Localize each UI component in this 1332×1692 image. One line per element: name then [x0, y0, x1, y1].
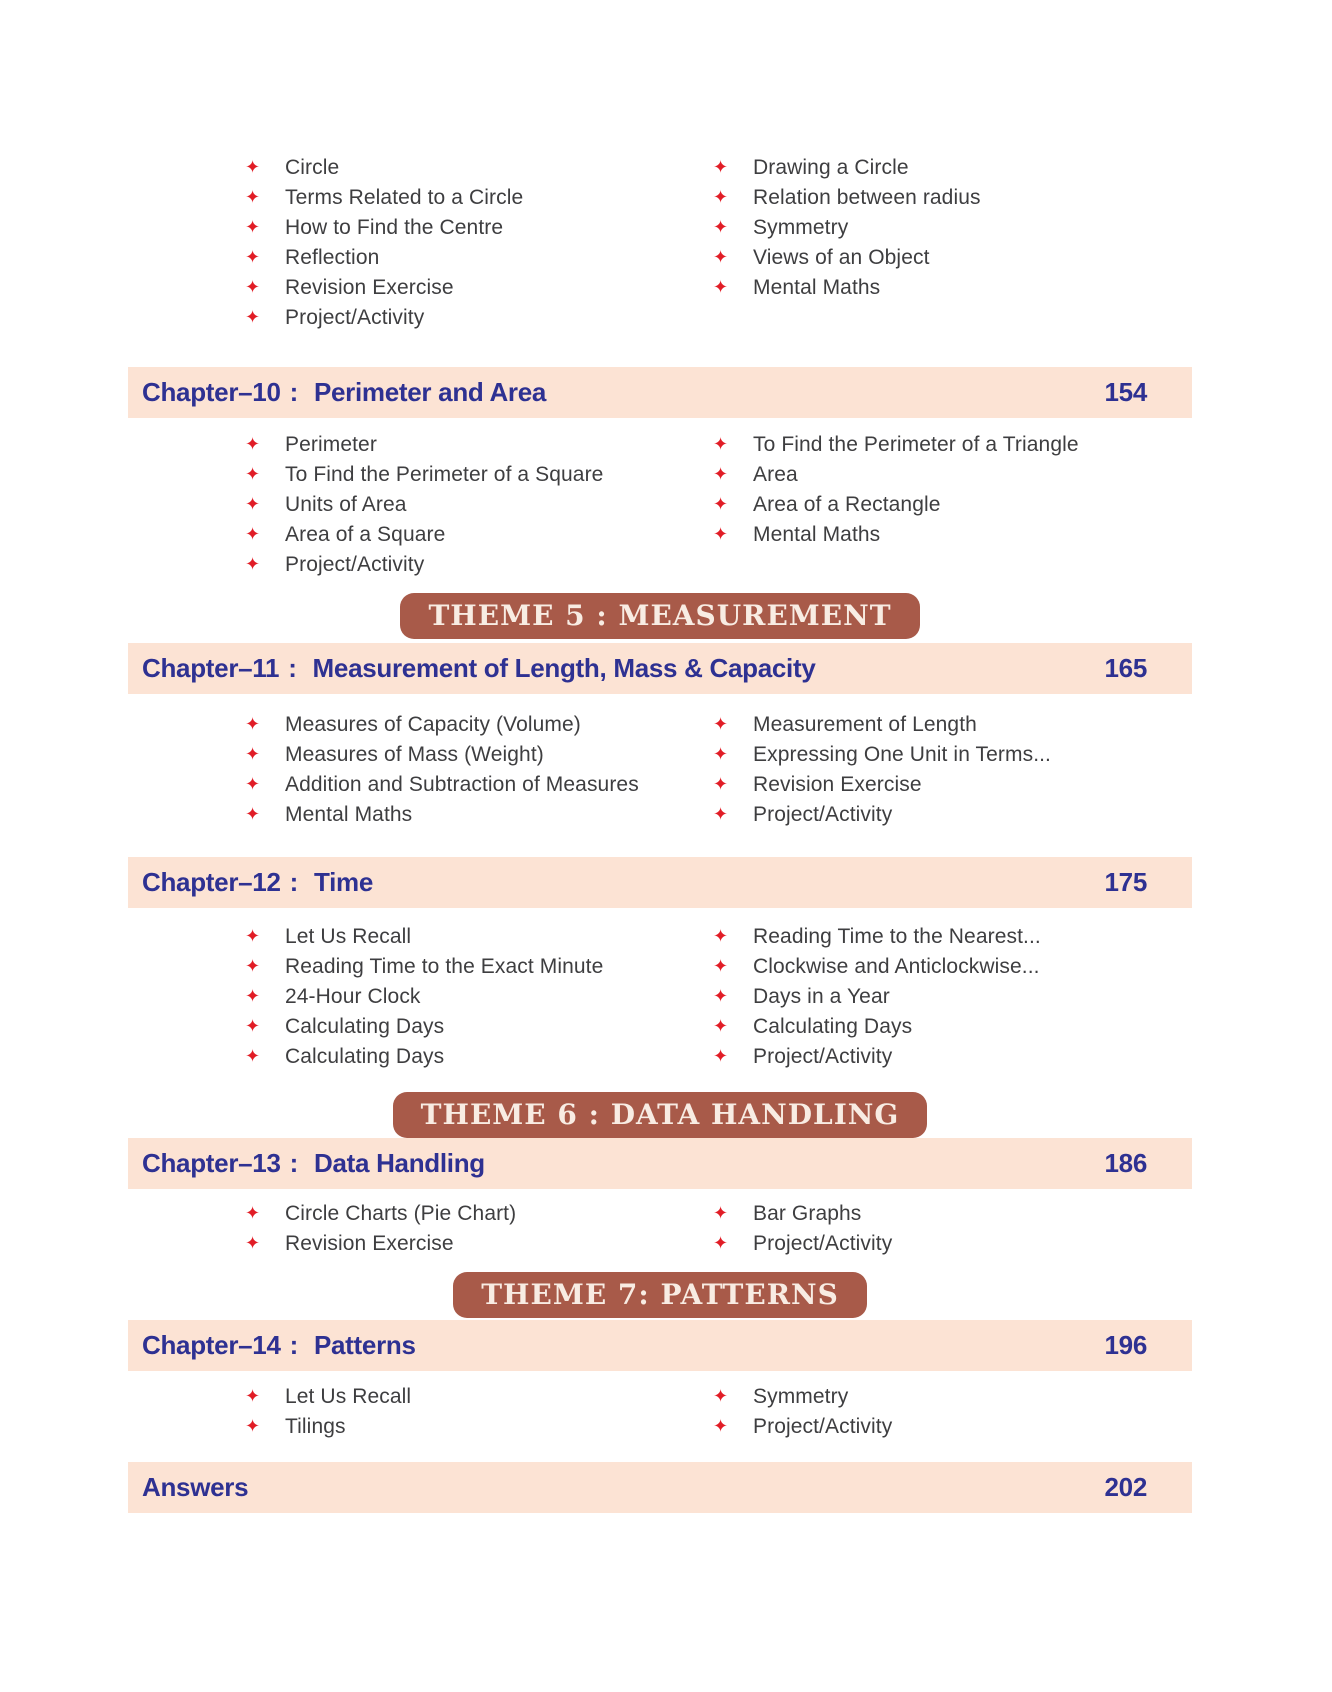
- star-bullet-icon: ✦: [713, 1203, 729, 1224]
- topic-item: [128, 243, 660, 273]
- theme-7-row: [128, 1272, 1192, 1318]
- star-bullet-icon: ✦: [713, 1046, 729, 1067]
- chapter-10-header: [128, 367, 1192, 418]
- topic-item: [128, 952, 660, 982]
- topic-label: Measurement of Length: [753, 713, 977, 736]
- topic-list-left: [128, 1382, 660, 1442]
- topic-label: Calculating Days: [753, 1015, 913, 1038]
- star-bullet-icon: ✦: [245, 307, 261, 328]
- chapter-14-topics: [128, 1382, 1192, 1442]
- topic-item: [128, 153, 660, 183]
- answers-row: [128, 1462, 1192, 1513]
- topic-list-right: [660, 430, 1192, 580]
- topic-label: To Find the Perimeter of a Square: [285, 463, 604, 486]
- topic-label: Calculating Days: [285, 1015, 445, 1038]
- chapter-heading: [142, 867, 373, 898]
- chapter-heading: [142, 1330, 416, 1361]
- star-bullet-icon: ✦: [245, 187, 261, 208]
- topic-item: [660, 520, 1192, 550]
- topic-label: Let Us Recall: [285, 925, 412, 948]
- chapter-colon: :: [289, 1148, 298, 1178]
- chapter-page-number: 175: [1104, 867, 1147, 897]
- topic-label: Addition and Subtraction of Measures: [285, 773, 639, 796]
- star-bullet-icon: ✦: [245, 434, 261, 455]
- topic-label: Revision Exercise: [753, 773, 922, 796]
- chapter-number: Chapter–14: [142, 1330, 281, 1360]
- chapter-title: Patterns: [313, 1330, 416, 1360]
- topic-label: To Find the Perimeter of a Triangle: [753, 433, 1079, 456]
- star-bullet-icon: ✦: [245, 1233, 261, 1254]
- topic-label: Area of a Rectangle: [753, 493, 941, 516]
- star-bullet-icon: ✦: [713, 744, 729, 765]
- chapter-12-header: [128, 857, 1192, 908]
- star-bullet-icon: ✦: [713, 157, 729, 178]
- topic-item: [128, 982, 660, 1012]
- star-bullet-icon: ✦: [245, 804, 261, 825]
- topic-item: [660, 460, 1192, 490]
- theme-7-banner: THEME 7: PATTERNS: [453, 1272, 867, 1318]
- star-bullet-icon: ✦: [245, 494, 261, 515]
- topic-label: Reflection: [285, 246, 380, 269]
- topic-label: Project/Activity: [753, 1415, 893, 1438]
- topic-label: Circle: [285, 156, 340, 179]
- theme-6-row: [128, 1092, 1192, 1138]
- topic-item: [660, 183, 1192, 213]
- topic-label: Drawing a Circle: [753, 156, 909, 179]
- topic-item: [660, 800, 1192, 830]
- topic-label: Calculating Days: [285, 1045, 445, 1068]
- topic-list-right: [660, 710, 1192, 830]
- star-bullet-icon: ✦: [713, 804, 729, 825]
- topic-item: [660, 1012, 1192, 1042]
- chapter-14-header: [128, 1320, 1192, 1371]
- chapter-colon: :: [289, 1330, 298, 1360]
- chapter-heading: [142, 1148, 485, 1179]
- topic-item: [128, 710, 660, 740]
- topic-item: [128, 800, 660, 830]
- chapter-page-number: 154: [1104, 377, 1147, 407]
- topic-item: [128, 183, 660, 213]
- topic-item: [128, 1229, 660, 1259]
- star-bullet-icon: ✦: [713, 494, 729, 515]
- topic-item: [660, 490, 1192, 520]
- topic-item: [660, 430, 1192, 460]
- topic-item: [128, 922, 660, 952]
- topic-label: Relation between radius: [753, 186, 981, 209]
- topic-list-right: [660, 1382, 1192, 1442]
- star-bullet-icon: ✦: [245, 956, 261, 977]
- topic-item: [660, 1229, 1192, 1259]
- topic-item: [128, 740, 660, 770]
- topic-item: [660, 273, 1192, 303]
- answers-page-number: 202: [1104, 1472, 1147, 1502]
- chapter-title: Time: [313, 867, 373, 897]
- topic-item: [660, 922, 1192, 952]
- topic-label: Units of Area: [285, 493, 407, 516]
- topic-label: Mental Maths: [753, 523, 881, 546]
- star-bullet-icon: ✦: [245, 1016, 261, 1037]
- topic-item: [660, 1042, 1192, 1072]
- chapter-title: Data Handling: [313, 1148, 485, 1178]
- topic-item: [660, 710, 1192, 740]
- theme-5-row: [128, 593, 1192, 639]
- chapter-page-number: 165: [1104, 653, 1147, 683]
- star-bullet-icon: ✦: [245, 247, 261, 268]
- topic-label: Revision Exercise: [285, 1232, 454, 1255]
- topic-label: Project/Activity: [753, 1232, 893, 1255]
- topic-label: Reading Time to the Exact Minute: [285, 955, 604, 978]
- chapter-colon: :: [289, 867, 298, 897]
- chapter-number: Chapter–11: [142, 653, 280, 683]
- theme-5-banner: THEME 5 : MEASUREMENT: [400, 593, 919, 639]
- topic-item: [128, 213, 660, 243]
- star-bullet-icon: ✦: [713, 714, 729, 735]
- topic-label: Circle Charts (Pie Chart): [285, 1202, 517, 1225]
- chapter-number: Chapter–10: [142, 377, 281, 407]
- star-bullet-icon: ✦: [245, 986, 261, 1007]
- topic-item: [128, 770, 660, 800]
- chapter-page-number: 196: [1104, 1330, 1147, 1360]
- topic-item: [128, 1199, 660, 1229]
- topic-item: [128, 1412, 660, 1442]
- star-bullet-icon: ✦: [713, 1386, 729, 1407]
- topic-label: How to Find the Centre: [285, 216, 504, 239]
- topic-item: [660, 952, 1192, 982]
- star-bullet-icon: ✦: [245, 1203, 261, 1224]
- star-bullet-icon: ✦: [713, 774, 729, 795]
- topic-item: [660, 1412, 1192, 1442]
- topic-label: Project/Activity: [285, 306, 425, 329]
- chapter-11-header: [128, 643, 1192, 694]
- answers-heading: [142, 1472, 248, 1503]
- topic-label: Clockwise and Anticlockwise...: [753, 955, 1040, 978]
- topic-label: Area of a Square: [285, 523, 446, 546]
- answers-label: Answers: [142, 1472, 249, 1502]
- chapter-number: Chapter–13: [142, 1148, 281, 1178]
- topic-label: Revision Exercise: [285, 276, 454, 299]
- topic-label: Expressing One Unit in Terms...: [753, 743, 1051, 766]
- star-bullet-icon: ✦: [245, 744, 261, 765]
- star-bullet-icon: ✦: [713, 1233, 729, 1254]
- topic-label: Symmetry: [753, 216, 849, 239]
- topic-label: Mental Maths: [753, 276, 881, 299]
- topic-item: [660, 982, 1192, 1012]
- theme-6-banner: THEME 6 : DATA HANDLING: [393, 1092, 928, 1138]
- topic-item: [660, 1382, 1192, 1412]
- star-bullet-icon: ✦: [713, 986, 729, 1007]
- topic-list-right: [660, 1199, 1192, 1259]
- topic-label: Mental Maths: [285, 803, 413, 826]
- topic-label: Views of an Object: [753, 246, 930, 269]
- topic-item: [660, 770, 1192, 800]
- topic-list-left: [128, 1199, 660, 1259]
- topic-label: Project/Activity: [753, 803, 893, 826]
- star-bullet-icon: ✦: [713, 247, 729, 268]
- topic-label: Days in a Year: [753, 985, 890, 1008]
- star-bullet-icon: ✦: [245, 524, 261, 545]
- topic-label: Perimeter: [285, 433, 377, 456]
- star-bullet-icon: ✦: [713, 277, 729, 298]
- topic-item: [128, 430, 660, 460]
- star-bullet-icon: ✦: [245, 1386, 261, 1407]
- chapter-13-header: [128, 1138, 1192, 1189]
- chapter-number: Chapter–12: [142, 867, 281, 897]
- toc-content: [128, 0, 1192, 1513]
- topic-item: [660, 213, 1192, 243]
- chapter-colon: :: [289, 377, 298, 407]
- chapter-heading: [142, 653, 816, 684]
- chapter-title: Perimeter and Area: [313, 377, 547, 407]
- star-bullet-icon: ✦: [713, 187, 729, 208]
- chapter-colon: :: [288, 653, 297, 683]
- star-bullet-icon: ✦: [245, 217, 261, 238]
- topic-item: [128, 550, 660, 580]
- topic-list-left: [128, 153, 660, 333]
- topic-label: Bar Graphs: [753, 1202, 862, 1225]
- chapter-12-topics: [128, 922, 1192, 1072]
- topic-label: Reading Time to the Nearest...: [753, 925, 1041, 948]
- chapter-11-topics: [128, 710, 1192, 830]
- topic-item: [128, 273, 660, 303]
- topic-list-left: [128, 430, 660, 580]
- topic-item: [128, 490, 660, 520]
- chapter-heading: [142, 377, 546, 408]
- topic-label: Area: [753, 463, 798, 486]
- chapter-title: Measurement of Length, Mass & Capacity: [312, 653, 816, 683]
- star-bullet-icon: ✦: [713, 1416, 729, 1437]
- topic-item: [660, 1199, 1192, 1229]
- intro-topics: [128, 153, 1192, 333]
- star-bullet-icon: ✦: [245, 926, 261, 947]
- star-bullet-icon: ✦: [713, 434, 729, 455]
- star-bullet-icon: ✦: [713, 1016, 729, 1037]
- topic-list-left: [128, 922, 660, 1072]
- star-bullet-icon: ✦: [245, 1046, 261, 1067]
- topic-item: [660, 243, 1192, 273]
- star-bullet-icon: ✦: [713, 217, 729, 238]
- star-bullet-icon: ✦: [713, 926, 729, 947]
- star-bullet-icon: ✦: [245, 1416, 261, 1437]
- topic-label: Tilings: [285, 1415, 346, 1438]
- topic-item: [128, 460, 660, 490]
- topic-label: Measures of Capacity (Volume): [285, 713, 581, 736]
- star-bullet-icon: ✦: [713, 464, 729, 485]
- topic-label: Terms Related to a Circle: [285, 186, 524, 209]
- topic-label: Measures of Mass (Weight): [285, 743, 544, 766]
- topic-label: Let Us Recall: [285, 1385, 412, 1408]
- topic-label: Project/Activity: [285, 553, 425, 576]
- star-bullet-icon: ✦: [245, 277, 261, 298]
- star-bullet-icon: ✦: [245, 554, 261, 575]
- topic-label: Project/Activity: [753, 1045, 893, 1068]
- star-bullet-icon: ✦: [713, 956, 729, 977]
- topic-list-right: [660, 153, 1192, 333]
- topic-item: [660, 153, 1192, 183]
- star-bullet-icon: ✦: [245, 714, 261, 735]
- topic-item: [128, 1382, 660, 1412]
- topic-label: Symmetry: [753, 1385, 849, 1408]
- chapter-page-number: 186: [1104, 1148, 1147, 1178]
- chapter-10-topics: [128, 430, 1192, 580]
- topic-label: 24-Hour Clock: [285, 985, 421, 1008]
- star-bullet-icon: ✦: [713, 524, 729, 545]
- topic-item: [128, 1042, 660, 1072]
- topic-list-left: [128, 710, 660, 830]
- topic-item: [128, 1012, 660, 1042]
- star-bullet-icon: ✦: [245, 157, 261, 178]
- topic-item: [128, 520, 660, 550]
- topic-item: [128, 303, 660, 333]
- star-bullet-icon: ✦: [245, 774, 261, 795]
- topic-item: [660, 740, 1192, 770]
- chapter-13-topics: [128, 1199, 1192, 1259]
- topic-list-right: [660, 922, 1192, 1072]
- star-bullet-icon: ✦: [245, 464, 261, 485]
